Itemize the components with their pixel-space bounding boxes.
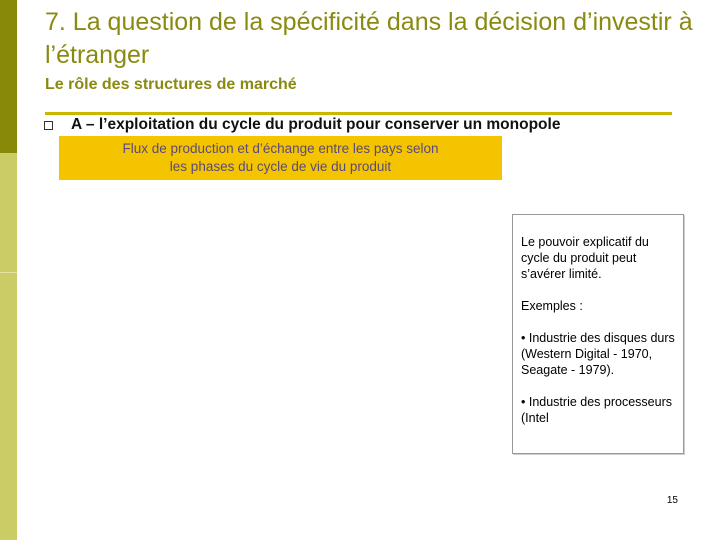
- highlight-text: [59, 140, 502, 176]
- note-paragraph-1: Le pouvoir explicatif du cycle du produit peut s’avérer limité.: [521, 235, 649, 281]
- bullet-text: A – l’exploitation du cycle du produit pour conserver un monopole: [71, 116, 561, 133]
- sidebar-segment-light: [0, 153, 17, 272]
- note-box: [512, 214, 684, 454]
- sidebar-decoration: [0, 0, 17, 540]
- highlight-line-1: Flux de production et d’échange entre les pays selon: [122, 141, 439, 156]
- square-bullet-icon: [44, 121, 53, 130]
- note-paragraph-3: • Industrie des disques durs (Western Digital - 1970, Seagate - 1979).: [521, 331, 675, 377]
- page-number: 15: [666, 495, 678, 506]
- slide-subtitle: Le rôle des structures de marché: [45, 76, 297, 93]
- divider-rule: [45, 112, 672, 115]
- note-paragraph-2: Exemples :: [521, 299, 583, 313]
- highlight-box: [59, 136, 502, 180]
- slide-title: 7. La question de la spécificité dans la décision d’investir à l’étranger: [45, 8, 693, 69]
- note-paragraph-4: • Industrie des processeurs (Intel: [521, 395, 672, 425]
- sidebar-segment-light-lower: [0, 272, 17, 540]
- highlight-line-2: les phases du cycle de vie du produit: [169, 159, 392, 174]
- sidebar-segment-dark: [0, 0, 17, 153]
